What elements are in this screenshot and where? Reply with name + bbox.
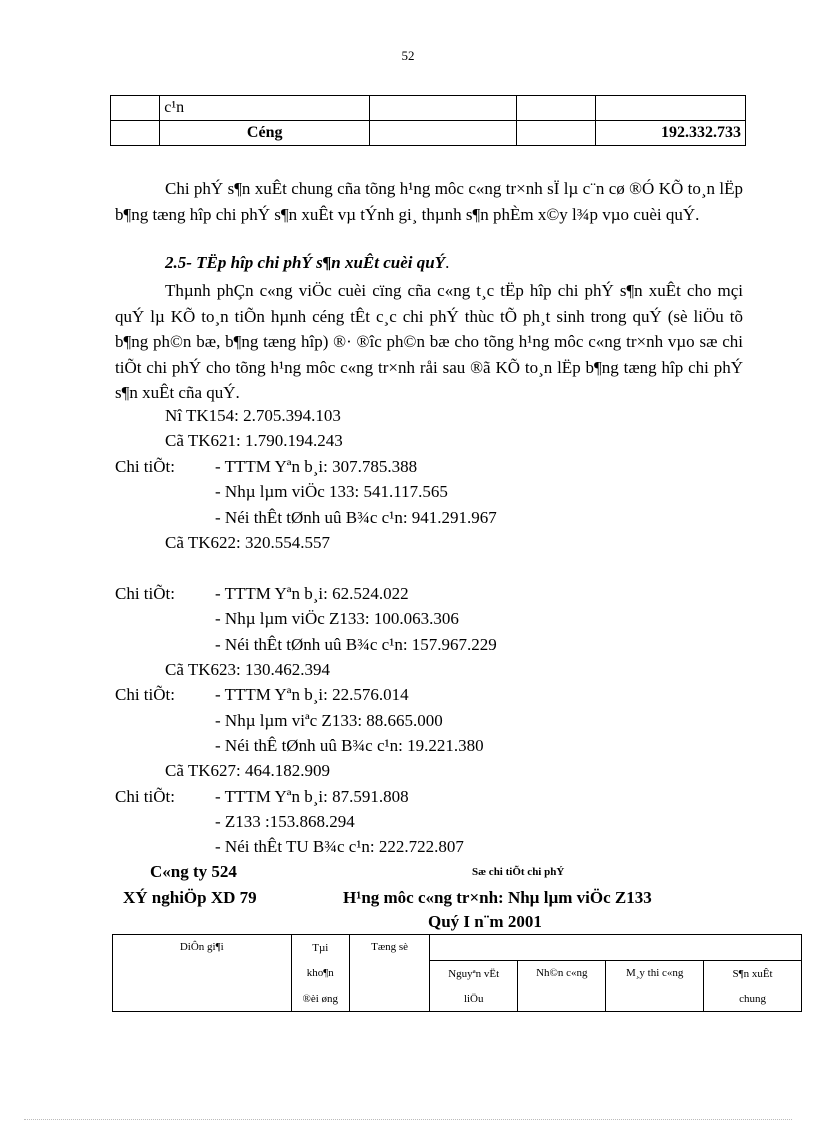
entry-credit-tk627: Cã TK627: 464.182.909 bbox=[165, 761, 330, 780]
detail-line: - Nhµ lµm viÖc 133: 541.117.565 bbox=[215, 482, 448, 501]
paragraph-overhead: Chi phÝ s¶n xuÊt chung cña tõng h¹ng môc c«ng tr×nh sÏ lµ c¨n cø ®Ó KÕ to¸n lËp b¶ng tæng hîp chi phÝ s¶n xuÊt vµ tÝnh gi¸ thµnh s¶n phÈm x©y l¾p vµo cuèi quÝ. bbox=[115, 179, 743, 224]
page-bottom-divider bbox=[24, 1119, 792, 1120]
table-row bbox=[111, 96, 746, 121]
company-name: C«ng ty 524 bbox=[150, 862, 237, 881]
detail-line: - Nhµ lµm viªc Z133: 88.665.000 bbox=[215, 711, 443, 730]
entry-credit-tk623: Cã TK623: 130.462.394 bbox=[165, 660, 330, 679]
col-total: Tæng sè bbox=[350, 935, 430, 1012]
table-header-row bbox=[113, 935, 802, 961]
detail-line: - Néi thÊt tØnh uû B¾c c¹n: 157.967.229 bbox=[215, 635, 497, 654]
detail-line: - TTTM Yªn b¸i: 62.524.022 bbox=[215, 584, 409, 603]
col-description: DiÔn gi¶i bbox=[113, 935, 292, 1012]
col-machine: M¸y thi c«ng bbox=[606, 961, 704, 1012]
detail-label: Chi tiÕt: bbox=[115, 457, 175, 476]
col-labor: Nh©n c«ng bbox=[518, 961, 606, 1012]
project-name: H¹ng môc c«ng tr×nh: Nhµ lµm viÖc Z133 bbox=[343, 888, 652, 907]
detail-line: - Néi thÊt TU B¾c c¹n: 222.722.807 bbox=[215, 837, 464, 856]
detail-label: Chi tiÕt: bbox=[115, 584, 175, 603]
ledger-table: DiÔn gi¶i Tµi Tæng sè kho¶n Nguyªn vËt Nh©n c«ng M¸y thi c«ng S¶n xuÊt ®èi øng liÖu chung bbox=[112, 934, 802, 1012]
detail-label: Chi tiÕt: bbox=[115, 787, 175, 806]
col-account: Tµi bbox=[291, 935, 350, 961]
col-material: Nguyªn vËt bbox=[430, 961, 518, 987]
detail-line: - Néi thÊt tØnh uû B¾c c¹n: 941.291.967 bbox=[215, 508, 497, 527]
entry-debit-tk154: Nî TK154: 2.705.394.103 bbox=[165, 406, 341, 425]
summary-table bbox=[110, 95, 746, 146]
detail-line: - Néi thÊ tØnh uû B¾c c¹n: 19.221.380 bbox=[215, 736, 484, 755]
enterprise-name: XÝ nghiÖp XD 79 bbox=[123, 888, 257, 907]
total-value: 192.332.733 bbox=[596, 121, 746, 146]
total-label: Céng bbox=[160, 121, 370, 146]
detail-line: - Nhµ lµm viÖc Z133: 100.063.306 bbox=[215, 609, 459, 628]
detail-label: Chi tiÕt: bbox=[115, 685, 175, 704]
ledger-book-title: Sæ chi tiÕt chi phÝ bbox=[472, 866, 565, 878]
entry-credit-tk621: Cã TK621: 1.790.194.243 bbox=[165, 431, 343, 450]
ledger-period: Quý I n¨m 2001 bbox=[428, 912, 542, 931]
section-heading: 2.5- TËp hîp chi phÝ s¶n xuÊt cuèi quÝ. bbox=[165, 253, 450, 272]
detail-line: - TTTM Yªn b¸i: 22.576.014 bbox=[215, 685, 409, 704]
detail-line: - TTTM Yªn b¸i: 87.591.808 bbox=[215, 787, 409, 806]
col-general: S¶n xuÊt bbox=[704, 961, 802, 987]
detail-line: - TTTM Yªn b¸i: 307.785.388 bbox=[215, 457, 418, 476]
row-label: c¹n bbox=[160, 96, 370, 121]
detail-line: - Z133 :153.868.294 bbox=[215, 812, 355, 831]
table-row bbox=[111, 121, 746, 146]
entry-credit-tk622: Cã TK622: 320.554.557 bbox=[165, 533, 330, 552]
page-number: 52 bbox=[401, 48, 415, 63]
paragraph-summary: Thµnh phÇn c«ng viÖc cuèi cïng cña c«ng t¸c tËp hîp chi phÝ s¶n xuÊt cho mçi quÝ lµ KÕ to¸n tiÕn hµnh céng tÊt c¸c chi phÝ thùc tÕ ph¸t sinh trong quÝ (sè liÖu tõ b¶ng ph©n bæ, b¶ng tæng hîp) ®· ®îc ph©n bæ cho tõng h¹ng môc c«ng tr×nh vµo sæ chi tiÕt chi phÝ cho tõng h¹ng môc c«ng tr×nh råi sau ®ã KÕ to¸n lËp b¶ng tæng hîp chi phÝ s¶n xuÊt cña quÝ. bbox=[115, 281, 743, 402]
